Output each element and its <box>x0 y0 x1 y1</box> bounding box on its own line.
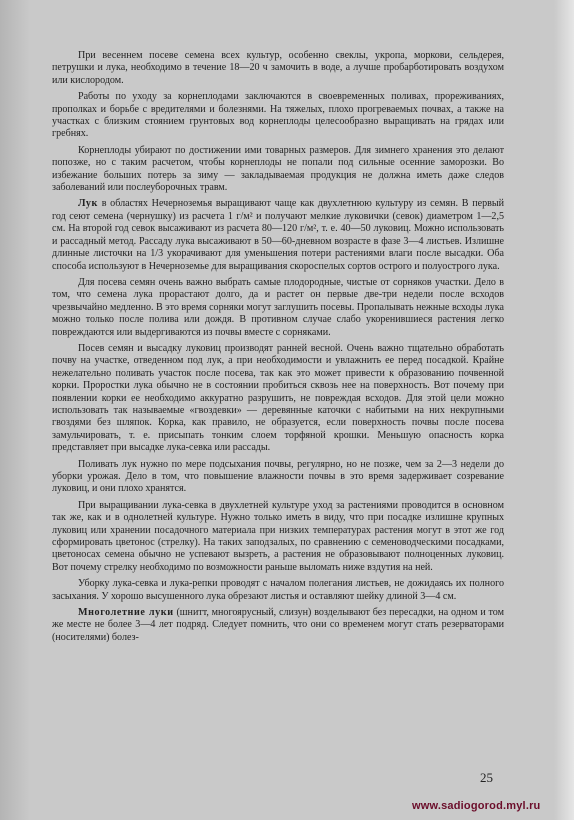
page-edge-highlight <box>554 0 574 820</box>
paragraph: Лук в областях Нечерноземья выращивают чаще как двухлетнюю культуру из семян. В первый год сеют семена (чернушку) из расчета 1 г/м² и получают мелкие луковички (севок) диаметром 1—2,5 см. На второй год севок высаживают из расчета 80—120 г/м², т. е. 40—50 луковиц. Можно использовать и рассадный метод. Рассаду лука высаживают в 50—60-дневном возрасте в фазе 3—4 листьев. Излишне длинные листочки на 1/3 укорачивают для уменьшения потери растениями влаги после высадки. Оба способа используют в Нечерноземье для выращивания скороспелых сортов острого и полуострого лука. <box>52 198 504 272</box>
page-edge-shadow <box>0 0 30 820</box>
paragraph: Многолетние луки (шнитт, многоярусный, слизун) возделывают без пересадки, на одном и том же месте не более 3—4 лет подряд. Следует помнить, что они со временем могут стать резерваторами (носителями) болез- <box>52 607 504 643</box>
paragraph: Для посева семян очень важно выбрать самые плодородные, чистые от сорняков участки. Дело в том, что семена лука прорастают долго, да и растет он первые две-три недели после всходов чрезвычайно медленно. В это время сорняки могут заглушить посевы. Пропалывать нежные всходы лука можно только после полива или дождя. В противном случае слабо укоренившиеся растения легко повреждаются или выдергиваются из почвы вместе с сорняками. <box>52 276 504 338</box>
paragraph: Поливать лук нужно по мере подсыхания почвы, регулярно, но не позже, чем за 2—3 недели до уборки урожая. Дело в том, что повышение влажности почвы в это время задерживает созревание луковиц, и они плохо хранятся. <box>52 458 504 495</box>
body-text <box>52 50 504 648</box>
page-number: 25 <box>480 770 493 785</box>
section-lead-term: Многолетние луки <box>78 607 174 619</box>
section-lead-term: Лук <box>78 198 98 210</box>
site-watermark: www.sadiogorod.myl.ru <box>412 800 541 812</box>
paragraph: Посев семян и высадку луковиц производят ранней весной. Очень важно тщательно обработать почву на участке, отведенном под лук, а при необходимости и увлажнить ее перед посадкой. Крайне нежелательно поливать участок после посева, так как это может привести к образованию почвенной корки. Проростки лука обычно не в состоянии пробиться сквозь нее на поверхность. Вот почему при появлении корки ее необходимо аккуратно разрушить, не повреждая всходов. Для этой цели можно использовать так называемые «гвоздевки» — деревянные каточки с набитыми на них некрупными гвоздями без шляпок. Корка, как правило, не образуется, если поверхность почвы после посева замульчировать, т. е. присыпать тонким слоем торфяной крошки. Меньшую опасность корка представляет при высадке лука-севка или рассады. <box>52 342 504 454</box>
paragraph: Работы по уходу за корнеплодами заключаются в своевременных поливах, прореживаниях, прополках и борьбе с вредителями и болезнями. На тяжелых, плохо прогреваемых почвах, а также на участках с близким стоянием грунтовых вод корнеплоды целесообразно выращивать на грядах или гребнях. <box>52 91 504 140</box>
paragraph: При весеннем посеве семена всех культур, особенно свеклы, укропа, моркови, сельдерея, петрушки и лука, необходимо в течение 18—20 ч замочить в воде, а лучше пробарботировать воздухом или кислородом. <box>52 50 504 86</box>
paragraph: Уборку лука-севка и лука-репки проводят с началом полегания листьев, не дожидаясь их полного засыхания. У хорошо высушенного лука обрезают листья и оставляют шейку длиной 3—4 см. <box>52 578 504 602</box>
paragraph: При выращивании лука-севка в двухлетней культуре уход за растениями проводится в основном так же, как и в однолетней культуре. Нужно только иметь в виду, что при посадке излишне крупных луковиц или хранении посадочного материала при низких температурах растения могут в этот же год сформировать цветонос (стрелку). На таких заподзалых, по сравнению с семеноводческими посадками, цветоносах семена обычно не успевают вызреть, а растения не образовывают полноценных луковиц. Вот почему стрелку необходимо по возможности раньше выломать ниже вздутия на ней. <box>52 499 504 573</box>
paragraph: Корнеплоды убирают по достижении ими товарных размеров. Для зимнего хранения это делают попозже, но с таким расчетом, чтобы корнеплоды не попали под сильные осенние заморозки. Во избежание больших потерь за зиму — закладываемая продукция не должна иметь даже следов заболеваний или послеуборочных травм. <box>52 144 504 194</box>
